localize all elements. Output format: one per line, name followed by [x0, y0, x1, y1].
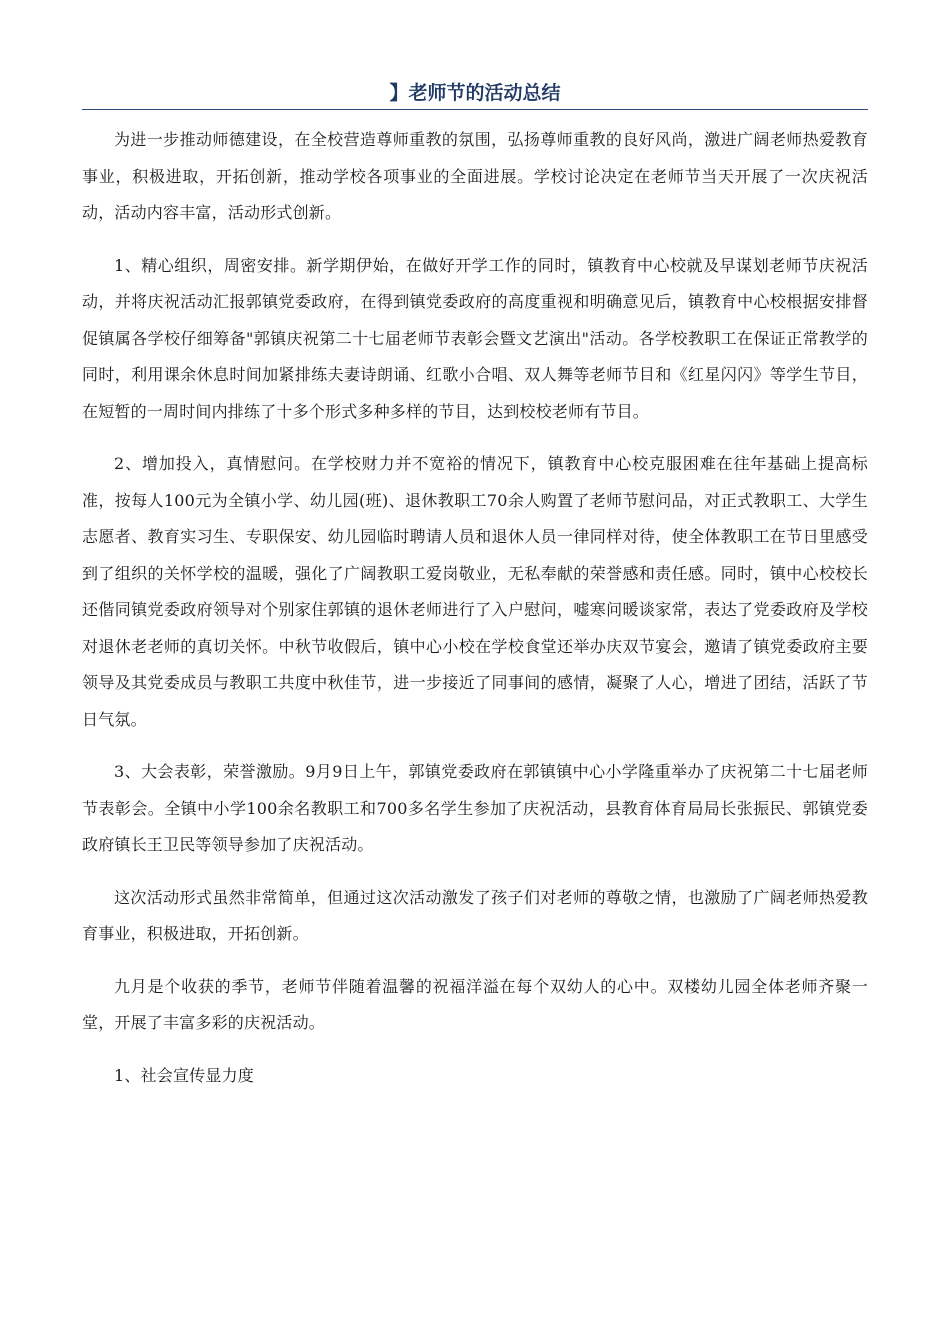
document-page	[82, 78, 868, 1110]
paragraph-intro: 为进一步推动师德建设，在全校营造尊师重教的氛围，弘扬尊师重教的良好风尚，激进广阔老师热爱教育事业，积极进取，开拓创新，推动学校各项事业的全面进展。学校讨论决定在老师节当天开展了一次庆祝活动，活动内容丰富，活动形式创新。	[82, 130, 868, 222]
paragraph-commendation: 3、大会表彰，荣誉激励。9月9日上午，郭镇党委政府在郭镇镇中心小学隆重举办了庆祝第二十七届老师节表彰会。全镇中小学100余名教职工和700多名学生参加了庆祝活动，县教育体育局局长张振民、郭镇党委政府镇长王卫民等领导参加了庆祝活动。	[82, 762, 868, 854]
document-title: 】老师节的活动总结	[82, 78, 868, 110]
paragraph-investment: 2、增加投入，真情慰问。在学校财力并不宽裕的情况下，镇教育中心校克服困难在往年基础上提高标准，按每人100元为全镇小学、幼儿园(班)、退休教职工70余人购置了老师节慰问品，对正式教职工、大学生志愿者、教育实习生、专职保安、幼儿园临时聘请人员和退休人员一律同样对待，使全体教职工在节日里感受到了组织的关怀学校的温暖，强化了广阔教职工爱岗敬业，无私奉献的荣誉感和责任感。同时，镇中心校校长还偕同镇党委政府领导对个别家住郭镇的退休老师进行了入户慰问，嘘寒问暖谈家常，表达了党委政府及学校对退休老老师的真切关怀。中秋节收假后，镇中心小校在学校食堂还举办庆双节宴会，邀请了镇党委政府主要领导及其党委成员与教职工共度中秋佳节，进一步接近了同事间的感情，凝聚了人心，增进了团结，活跃了节日气氛。	[82, 454, 868, 729]
paragraph-kindergarten: 九月是个收获的季节，老师节伴随着温馨的祝福洋溢在每个双幼人的心中。双楼幼儿园全体老师齐聚一堂，开展了丰富多彩的庆祝活动。	[82, 976, 868, 1032]
paragraph-conclusion: 这次活动形式虽然非常简单，但通过这次活动激发了孩子们对老师的尊敬之情，也激励了广阔老师热爱教育事业，积极进取，开拓创新。	[82, 887, 868, 943]
paragraph-publicity-heading: 1、社会宣传显力度	[114, 1065, 254, 1085]
paragraph-organize: 1、精心组织，周密安排。新学期伊始，在做好开学工作的同时，镇教育中心校就及早谋划老师节庆祝活动，并将庆祝活动汇报郭镇党委政府，在得到镇党委政府的高度重视和明确意见后，镇教育中心校根据安排督促镇属各学校仔细筹备"郭镇庆祝第二十七届老师节表彰会暨文艺演出"活动。各学校教职工在保证正常教学的同时，利用课余休息时间加紧排练夫妻诗朗诵、红歌小合唱、双人舞等老师节目和《红星闪闪》等学生节目，在短暂的一周时间内排练了十多个形式多种多样的节目，达到校校老师有节目。	[82, 255, 868, 421]
document-body	[82, 122, 868, 1094]
